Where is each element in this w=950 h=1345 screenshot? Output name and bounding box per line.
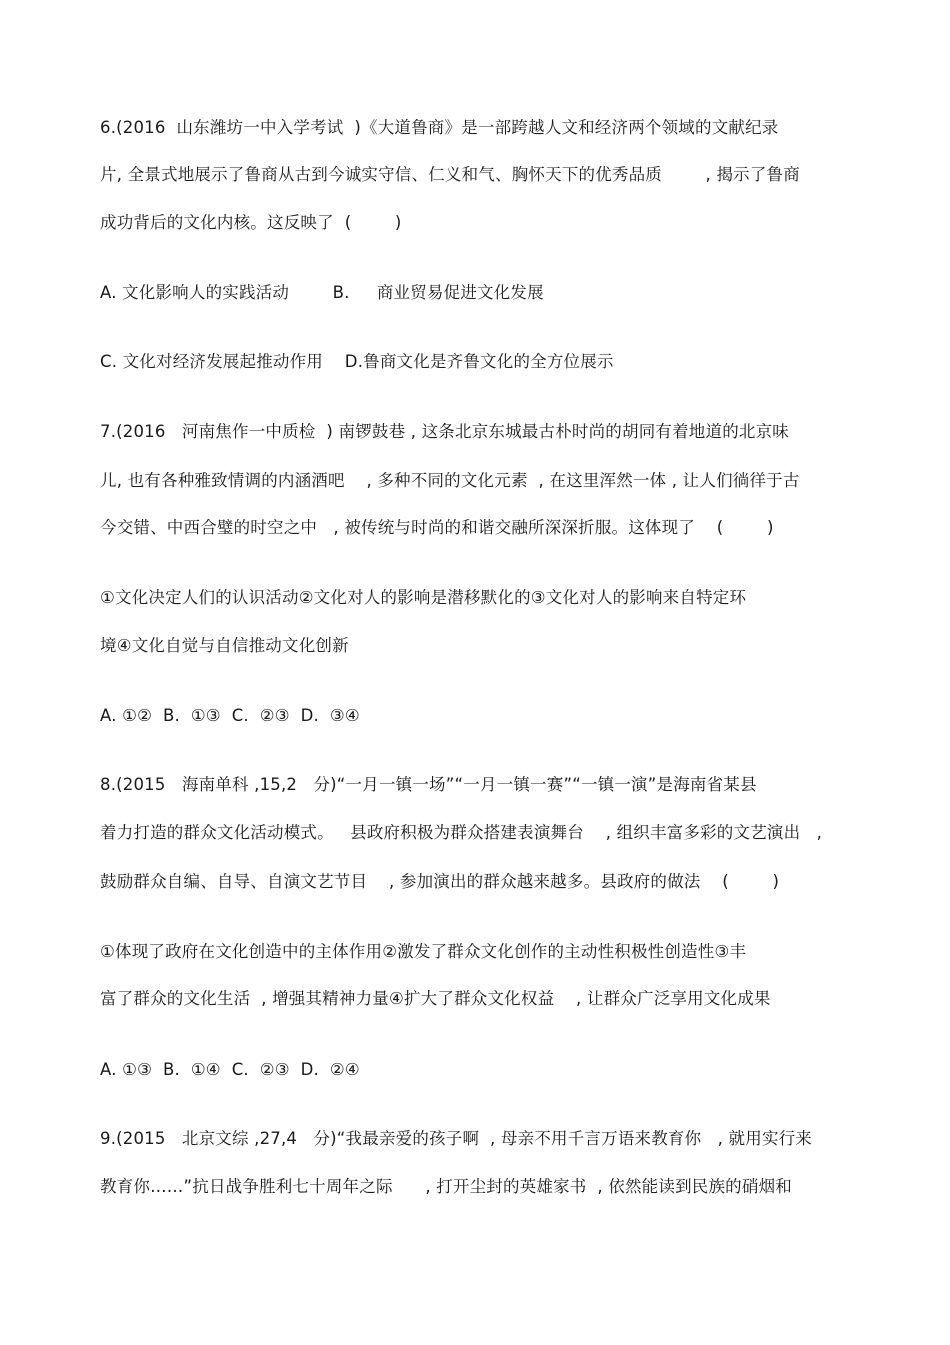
q9-line-1: 9.(2015 北京文综 ,27,4 分)“我最亲爱的孩子啊 , 母亲不用千言万语来教育你 , 就用实行来 (100, 1129, 813, 1148)
q8-statement-2: 富了群众的文化生活 , 增强其精神力量④扩大了群众文化权益 , 让群众广泛享用文化成果 (100, 989, 771, 1008)
q9-line-2: 教育你……”抗日战争胜利七十周年之际 , 打开尘封的英雄家书 , 依然能读到民族的硝烟和 (100, 1177, 792, 1196)
q6-options-ab: A. 文化影响人的实践活动 B. 商业贸易促进文化发展 (100, 283, 544, 302)
q7-line-1: 7.(2016 河南焦作一中质检 ) 南锣鼓巷 , 这条北京东城最古朴时尚的胡同有着地道的北京味 (100, 422, 790, 441)
q7-options: A. ①② B. ①③ C. ②③ D. ③④ (100, 706, 360, 725)
q7-line-2: 儿, 也有各种雅致情调的内涵酒吧 , 多种不同的文化元素 , 在这里浑然一体 , 让人们徜徉于古 (100, 471, 800, 490)
q8-options: A. ①③ B. ①④ C. ②③ D. ②④ (100, 1060, 360, 1079)
q7-line-3: 今交错、中西合璧的时空之中 , 被传统与时尚的和谐交融所深深折服。这体现了 ( ) (100, 518, 774, 537)
q8-line-2: 着力打造的群众文化活动模式。 县政府积极为群众搭建表演舞台 , 组织丰富多彩的文艺演出 , (100, 823, 823, 842)
q6-line-2: 片, 全景式地展示了鲁商从古到今诚实守信、仁义和气、胸怀天下的优秀品质 , 揭示了鲁商 (100, 165, 800, 184)
q7-statement-1: ①文化决定人们的认识活动②文化对人的影响是潜移默化的③文化对人的影响来自特定环 (100, 588, 747, 607)
q7-statement-2: 境④文化自觉与自信推动文化创新 (100, 636, 349, 655)
q8-line-1: 8.(2015 海南单科 ,15,2 分)“一月一镇一场”“一月一镇一赛”“一镇一演”是海南省某县 (100, 775, 757, 794)
q6-options-cd: C. 文化对经济发展起推动作用 D.鲁商文化是齐鲁文化的全方位展示 (100, 352, 614, 371)
q6-line-1: 6.(2016 山东潍坊一中入学考试 )《大道鲁商》是一部跨越人文和经济两个领域的文献纪录 (100, 118, 779, 137)
q8-line-3: 鼓励群众自编、自导、自演文艺节目 , 参加演出的群众越来越多。县政府的做法 ( ) (100, 872, 780, 891)
q8-statement-1: ①体现了政府在文化创造中的主体作用②激发了群众文化创作的主动性积极性创造性③丰 (100, 942, 747, 961)
q6-line-3: 成功背后的文化内核。这反映了 ( ) (100, 213, 402, 232)
